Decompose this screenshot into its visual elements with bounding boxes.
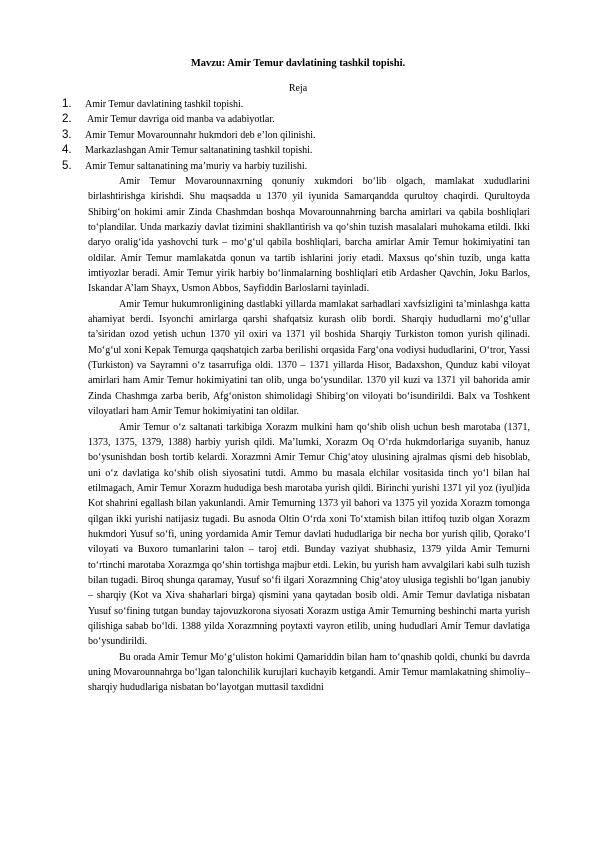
plan-item	[62, 159, 315, 174]
plan-item	[62, 97, 315, 112]
plan-item-text: Amir Temur Movarounnahr hukmdori deb e’lon qilinishi.	[85, 129, 316, 141]
plan-item-number: 3.	[62, 128, 72, 141]
document-body	[88, 174, 530, 696]
plan-item	[62, 143, 315, 158]
plan-item	[62, 112, 315, 127]
plan-item-text: Amir Temur davlatining tashkil topishi.	[85, 99, 244, 110]
document-title: Mavzu: Amir Temur davlatining tashkil topishi.	[190, 58, 406, 69]
body-paragraph: Bu orada Amir Temur Mo‘g‘uliston hokimi Qamariddin bilan ham to‘qnashib qoldi, chunki bu davrda uning Movarounnahrga bo‘lgan talonchilik kurujlari kuchayib ketgandi. Amir Temur mamlakatning shimoliy–sharqiy hududlariga nisbatan bo‘layotgan muttasil taxdidni	[88, 651, 530, 694]
body-paragraph: Amir Temur hukumronligining dastlabki yillarda mamlakat sarhadlari xavfsizligini ta’minlashga katta ahamiyat berdi. Isyonchi amirlarga qarshi shafqatsiz kurash olib bordi. Sharqiy hududlarni mo‘g‘ullar ta’siridan ozod yetish uchun 1370 yil oxiri va 1371 yil boshida Sharqiy Turkiston tomon yurish qilinadi. Mo‘g‘ul xoni Kepak Temurga qaqshatqich zarba berilishi orqasida Farg‘ona vodiysi hududlarini, O‘tror, Yassi (Turkiston) va Sayramni o‘z tasarrufiga oldi. 1370 – 1371 yillarda Hisor, Badaxshon, Qunduz kabi viloyat amirlari ham Amir Temur hokimiyatini tan olib, unga bo‘ysundilar. 1370 yil kuzi va 1371 yil bahorida amir Zinda Chashmga zarba berib, Afg‘oniston shimolidagi Shibirg‘on viloyati bo‘isundirildi. Balx va Toshkent viloyatlari ham Amir Temur hokimiyatini tan oldilar.	[88, 298, 530, 418]
plan-item-number: 4.	[62, 144, 72, 157]
plan-item-text: Amir Temur saltanatining ma’muriy va harbiy tuzilishi.	[85, 160, 308, 172]
plan-heading: Reja	[288, 83, 308, 94]
plan-item-text: Amir Temur davriga oid manba va adabiyotlar.	[85, 114, 275, 126]
body-paragraph: Amir Temur Movarounnaxrning qonuniy xukmdori bo‘lib olgach, mamlakat xududlarini birlashtirishga kirishdi. Shu maqsadda u 1370 yil iyunida Samarqandda qurultoy chaqirdi. Qurultoyda Shibirg‘on hokimi amir Zinda Chashmdan boshqa Movarounnahrning barcha amirlari va qabila boshliqlari to‘plandilar. Unda markaziy davlat tizimini shakllantirish va qo‘shin tuzish masalalari muhokama etildi. Ikki daryo oralig‘ida yashovchi turk – mo‘g‘ul qabila boshliqlari, barcha amirlar Amir Temur hokimiyatini tan oldilar. Amir Temur mamlakatda qonun va tartib ishlarini joriy etadi. Maxsus qo‘shin tuzib, unga katta imtiyozlar beradi. Amir Temur yirik harbiy bo‘linmalarning boshliqlari etib Ardasher Qavchin, Joku Barlos, Iskandar A’lam Shayx, Usmon Abbos, Sayfiddin Barloslarni tayinladi.	[88, 176, 530, 295]
body-paragraph: Amir Temur o‘z saltanati tarkibiga Xorazm mulkini ham qo‘shib olish uchun besh marotaba (1371, 1373, 1375, 1379, 1388) harbiy yurish qildi. Ma’lumki, Xorazm Oq O‘rda hukmdorlariga suyanib, hanuz bo‘ysunishdan bosh tortib kelardi. Xorazmni Amir Temur Chig‘atoy ulusining ajralmas qismi deb hisoblab, uni o‘z davlatiga ko‘shib olish siyosatini tutdi. Ammo bu masala elchilar vositasida tinch yo‘l bilan hal etilmagach, Amir Temur Xorazm hududiga besh marotaba yurish qildi. Birinchi yurishi 1371 yil yoz (iyul)ida Kot shahrini egallash bilan yakunlandi. Amir Temurning 1373 yil bahori va 1375 yil yozida Xorazm tomonga qilgan ikki yurishi natijasiz tugadi. Bu asnoda Oltin O‘rda xoni To‘xtamish bilan ittifoq tuzib olgan Xorazm hukmdori Yusuf so‘fi, uning yordamida Amir Temur davlati hududlariga bir necha bor yurish qilib, Qorako‘l viloyati va Buxoro tumanlarini talon – taroj etdi. Bunday vaziyat shubhasiz, 1379 yilda Amir Temurni to‘rtinchi marotaba Xorazmga qo‘shin tortishga majbur etdi. Lekin, bu yurish ham avvalgilari kabi sulh tuzish bilan tugadi. Biroq shunga qaramay, Yusuf so‘fi ilgari Xorazmning Chig‘atoy ulusiga tegishli bo‘lgan janubiy – sharqiy (Kot va Xiva shaharlari birga) qismini yana qaytadan bosib oldi. Amir Temur davlatiga nisbatan Yusuf so‘fining tutgan bunday tajovuzkorona siyosati Xorazm ustiga Amir Temurning beshinchi marta yurish qilishiga sabab bo‘ldi. 1388 yilda Xorazmning poytaxti vayron etilib, uning hududlari Amir Temur davlatiga bo‘ysundirildi.	[88, 421, 530, 648]
plan-list	[62, 97, 315, 174]
plan-item-number: 2.	[62, 113, 72, 126]
plan-item	[62, 128, 315, 143]
plan-item-number: 5.	[62, 159, 72, 172]
plan-item-text: Markazlashgan Amir Temur saltanatining tashkil topishi.	[85, 145, 313, 157]
plan-item-number: 1.	[62, 98, 72, 110]
